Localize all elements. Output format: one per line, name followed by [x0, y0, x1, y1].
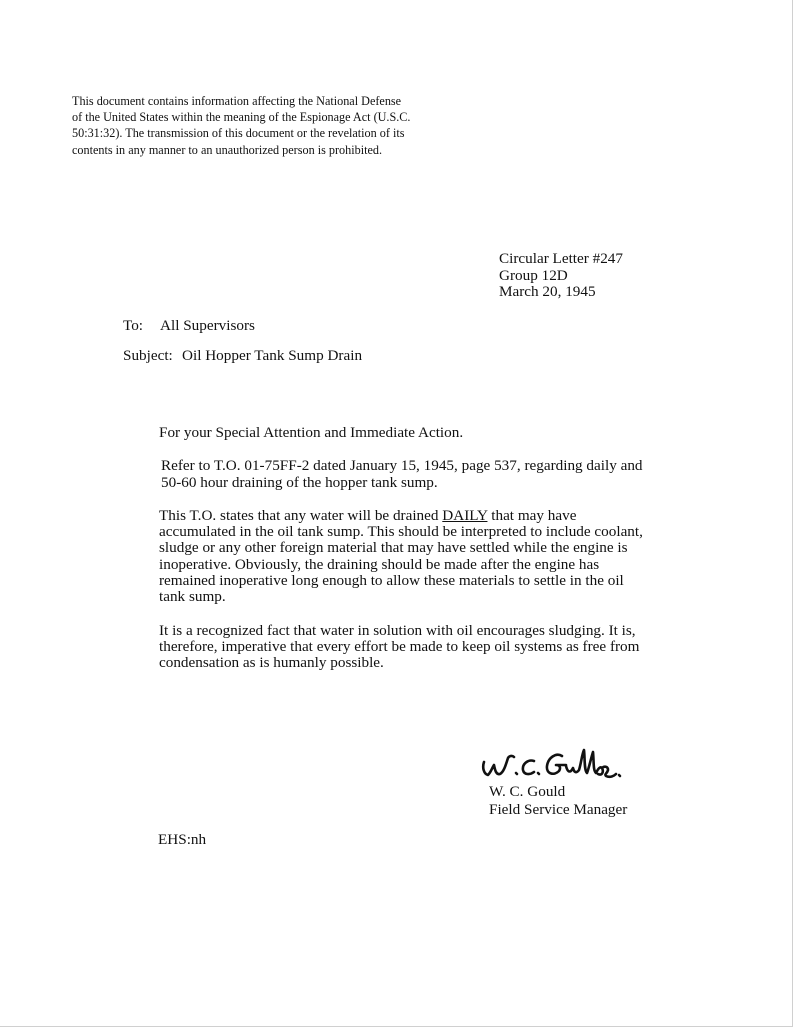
signer-name: W. C. Gould — [489, 783, 566, 800]
daily-emphasis: DAILY — [442, 506, 488, 524]
security-notice-text: This document contains information affecting the National Defense of the United States within the meaning of the Espionage Act (U.S.C. 50:31:32). The transmission of this document or the revelation of its contents in any manner to an unauthorized person is prohibited. — [72, 94, 411, 157]
typist-initials: EHS:nh — [158, 831, 207, 848]
to-line — [123, 317, 255, 335]
circular-letter-number: Circular Letter #247 — [499, 250, 623, 267]
refer-paragraph: Refer to T.O. 01-75FF-2 dated January 15, 1945, page 537, regarding daily and 50-60 hour draining of the hopper tank sump. — [161, 457, 643, 491]
daily-text-after: that may have accumulated in the oil tank sump. This should be interpreted to include coolant, sludge or any other foreign material that may have settled while the engine is inoperative. Obviously, the draining should be made after the engine has remained inoperative long enough to allow these materials to settle in the oil tank sump. — [159, 506, 643, 606]
subject-label: Subject: — [123, 347, 173, 364]
signer-title: Field Service Manager — [489, 801, 628, 818]
reference-block — [499, 251, 623, 301]
to-value: All Supervisors — [160, 317, 255, 334]
group-number: Group 12D — [499, 266, 568, 284]
sludging-paragraph: It is a recognized fact that water in solution with oil encourages sludging. It is, therefore, imperative that every effort be made to keep oil systems as free from condensation as is humanly possible. — [159, 621, 640, 672]
daily-drain-paragraph — [159, 508, 649, 606]
handwritten-signature — [476, 744, 626, 784]
security-notice — [72, 93, 412, 158]
attention-paragraph: For your Special Attention and Immediate Action. — [159, 424, 464, 441]
signature-block — [489, 783, 627, 819]
to-label: To: — [123, 317, 144, 334]
letter-date: March 20, 1945 — [499, 283, 596, 300]
subject-value: Oil Hopper Tank Sump Drain — [182, 347, 363, 364]
daily-text-before: This T.O. states that any water will be drained — [159, 506, 443, 524]
letter-body — [159, 425, 649, 672]
subject-line — [123, 347, 362, 365]
